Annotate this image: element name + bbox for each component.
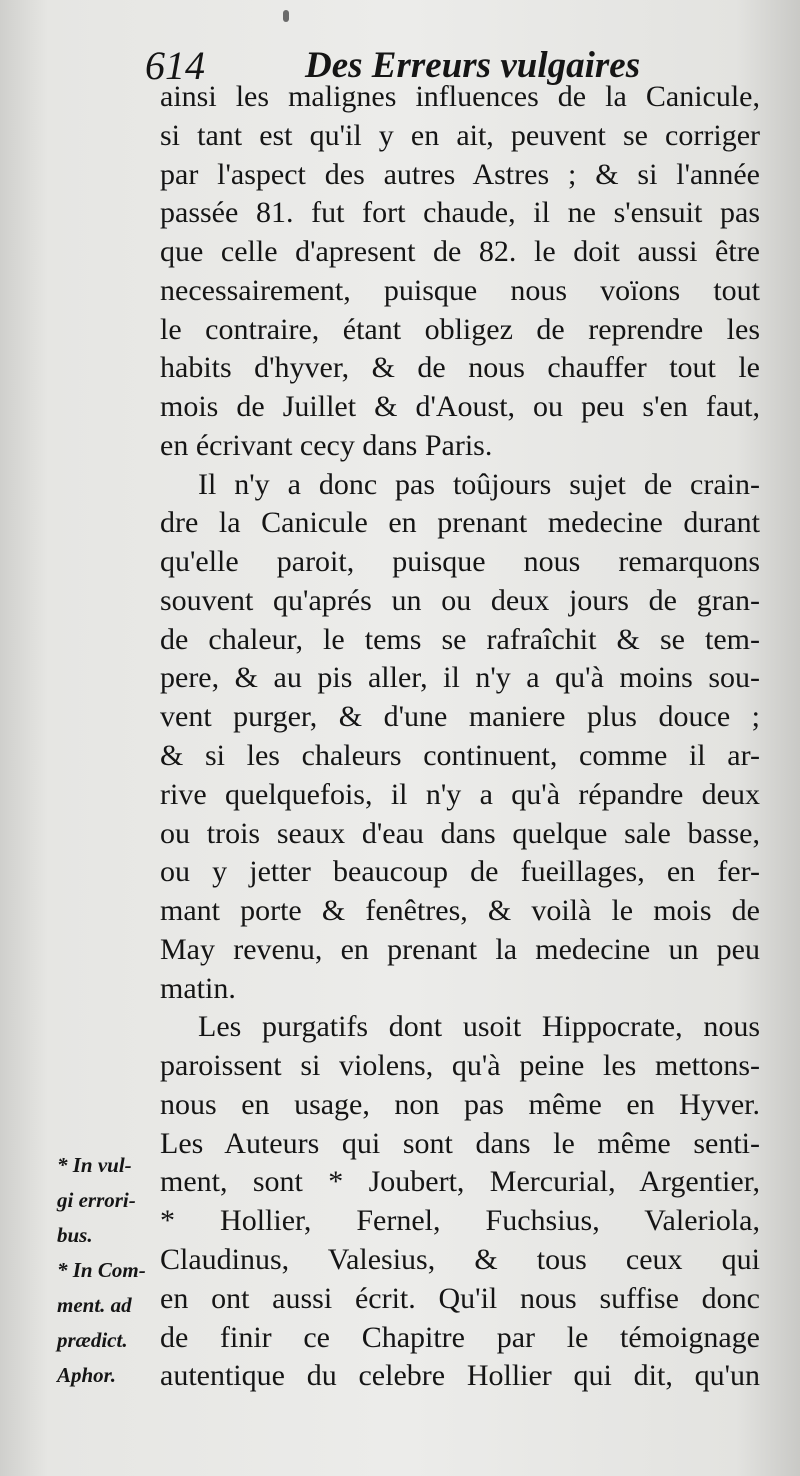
margin-note: prædict. xyxy=(57,1328,128,1352)
text-line: Les purgatifs dont usoit Hippocrate, nous xyxy=(198,1010,760,1044)
text-line: Claudinus, Valesius, & tous ceux qui xyxy=(160,1242,760,1276)
text-line: mant porte & fenêtres, & voilà le mois de xyxy=(160,894,760,928)
text-line: Il n'y a donc pas toûjours sujet de crain- xyxy=(198,467,760,501)
text-line: paroissent si violens, qu'à peine les mettons- xyxy=(160,1049,760,1083)
text-line: dre la Canicule en prenant medecine durant xyxy=(160,506,760,540)
text-line: pere, & au pis aller, il n'y a qu'à moins sou- xyxy=(160,661,760,695)
margin-note: bus. xyxy=(57,1223,93,1247)
text-line: qu'elle paroit, puisque nous remarquons xyxy=(160,545,760,579)
margin-note: gi errori- xyxy=(57,1188,136,1212)
margin-note: Aphor. xyxy=(57,1363,116,1387)
text-line: si tant est qu'il y en ait, peuvent se corriger xyxy=(160,118,760,152)
ink-speck xyxy=(283,10,289,22)
margin-notes xyxy=(57,1148,160,1393)
page-number: 614 xyxy=(145,43,205,88)
text-line: Les Auteurs qui sont dans le même senti- xyxy=(160,1126,760,1160)
text-line: par l'aspect des autres Astres ; & si l'année xyxy=(160,157,760,191)
text-line: en écrivant cecy dans Paris. xyxy=(160,428,493,462)
text-line: autentique du celebre Hollier qui dit, qu'un xyxy=(160,1359,760,1393)
text-line: passée 81. fut fort chaude, il ne s'ensuit pas xyxy=(160,196,760,230)
text-line: que celle d'apresent de 82. le doit aussi être xyxy=(160,235,760,269)
text-line: souvent qu'aprés un ou deux jours de gran- xyxy=(160,583,760,617)
text-line: en ont aussi écrit. Qu'il nous suffise donc xyxy=(160,1281,760,1315)
text-line: matin. xyxy=(160,971,236,1005)
text-line: & si les chaleurs continuent, comme il ar- xyxy=(160,739,760,773)
margin-note: * In vul- xyxy=(57,1153,132,1177)
text-line: * Hollier, Fernel, Fuchsius, Valeriola, xyxy=(160,1204,760,1238)
text-line: necessairement, puisque nous voïons tout xyxy=(160,273,760,307)
text-line: vent purger, & d'une maniere plus douce ; xyxy=(160,700,760,734)
body-text xyxy=(160,78,760,1396)
text-line: mois de Juillet & d'Aoust, ou peu s'en faut, xyxy=(160,390,760,424)
text-line: de finir ce Chapitre par le témoignage xyxy=(160,1320,760,1354)
text-line: ou trois seaux d'eau dans quelque sale basse, xyxy=(160,816,760,850)
text-line: ment, sont * Joubert, Mercurial, Argentier, xyxy=(160,1165,760,1199)
text-line: May revenu, en prenant la medecine un peu xyxy=(160,932,760,966)
text-line: nous en usage, non pas même en Hyver. xyxy=(160,1087,760,1121)
running-title: Des Erreurs vulgaires xyxy=(305,45,641,86)
margin-note: * In Com- xyxy=(57,1258,146,1282)
text-line: ainsi les malignes influences de la Canicule, xyxy=(160,80,760,113)
text-line: ou y jetter beaucoup de fueillages, en fer- xyxy=(160,855,760,889)
text-line: le contraire, étant obligez de reprendre les xyxy=(160,312,760,346)
text-line: de chaleur, le tems se rafraîchit & se tem- xyxy=(160,622,760,656)
margin-note: ment. ad xyxy=(57,1293,132,1317)
text-line: rive quelquefois, il n'y a qu'à répandre deux xyxy=(160,777,760,811)
text-line: habits d'hyver, & de nous chauffer tout le xyxy=(160,351,760,385)
